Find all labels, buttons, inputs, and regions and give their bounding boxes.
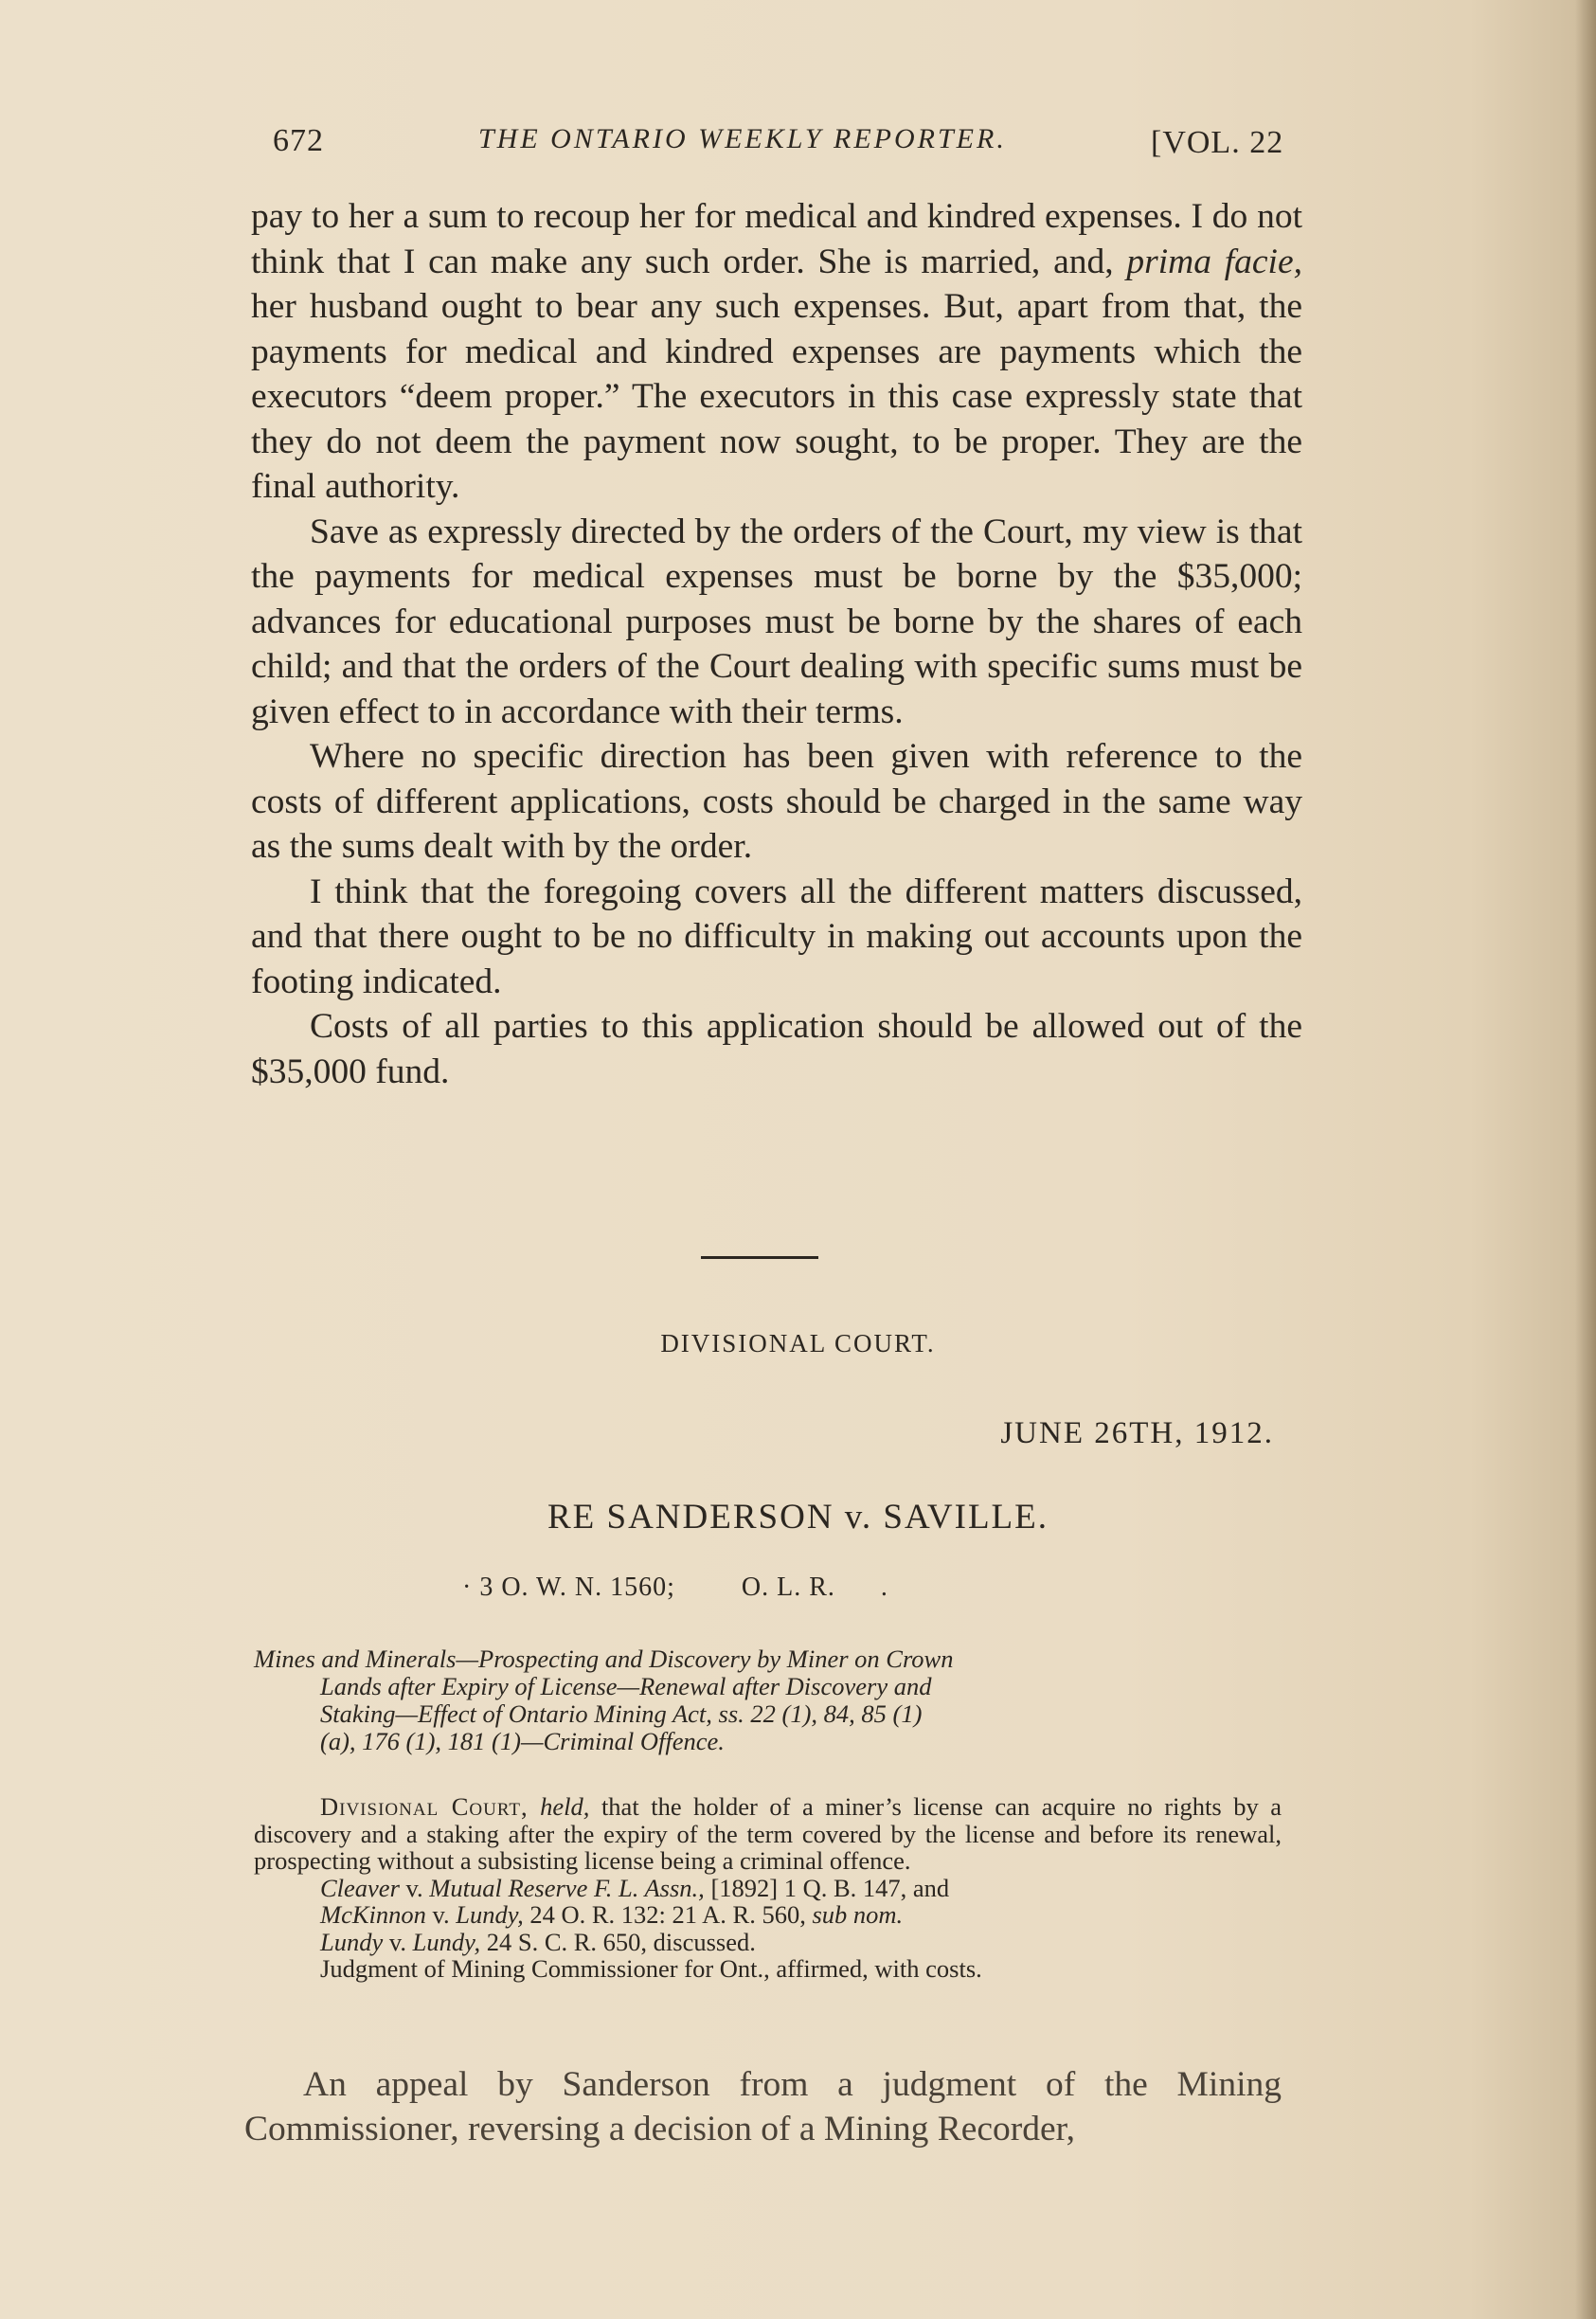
holding-court: Divisional Court, xyxy=(320,1792,529,1821)
cite1-party-a: Cleaver xyxy=(320,1873,400,1902)
cite2-party-b: Lundy, xyxy=(456,1900,524,1929)
case-citation xyxy=(462,1573,888,1603)
appeal-paragraph: An appeal by Sanderson from a judgment of the Mining Commissioner, reversing a decision of a Mining Recorder, xyxy=(244,2065,1282,2148)
cite1-report: [1892] 1 Q. B. 147, and xyxy=(704,1873,950,1902)
paragraph-1-italic: prima facie, xyxy=(1126,242,1302,281)
cite1-party-b: Mutual Reserve F. L. Assn., xyxy=(429,1873,705,1902)
paragraph-1 xyxy=(251,194,1302,510)
case-title: RE SANDERSON v. SAVILLE. xyxy=(547,1498,1049,1537)
cite2-sub-nom: sub nom. xyxy=(812,1900,904,1929)
page-spine-shadow xyxy=(1575,0,1596,2319)
cite3-party-b: Lundy, xyxy=(412,1927,481,1956)
paragraph-4: I think that the foregoing covers all the different matters discussed, and that there ought to be no difficulty in making out accounts upon the footing indicated. xyxy=(251,872,1302,1001)
cite3-report: 24 S. C. R. 650, discussed. xyxy=(480,1927,756,1956)
citation-olr: O. L. R. xyxy=(741,1573,835,1602)
court-heading: DIVISIONAL COURT. xyxy=(660,1329,936,1357)
cited-case-3 xyxy=(254,1929,1282,1956)
holding-paragraph xyxy=(254,1793,1282,1875)
cited-case-2 xyxy=(254,1901,1282,1929)
holding-held: held, xyxy=(540,1792,590,1821)
volume-label: [VOL. 22 xyxy=(1151,125,1284,160)
cite2-report: 24 O. R. 132: 21 A. R. 560, xyxy=(523,1900,813,1929)
holding-text: that the holder of a miner’s license can acquire no rights by a discovery and a staking after the expiry of the term covered by the license and before its renewal, prospecting without a subsisting license being a criminal offence. xyxy=(254,1792,1282,1875)
cite3-party-a: Lundy xyxy=(320,1927,384,1956)
citation-own: · 3 O. W. N. 1560; xyxy=(462,1573,675,1602)
cite1-v: v. xyxy=(399,1873,430,1902)
paragraph-1-text-b: her husband ought to bear any such expenses. But, apart from that, the payments for medical and kindred expenses are payments which the executors “deem proper.” The executors in this case expressly state that they do not deem the payment now sought, to be proper. They are the final authority. xyxy=(251,287,1302,506)
citation-end: . xyxy=(880,1573,888,1602)
paragraph-2: Save as expressly directed by the orders of the Court, my view is that the payments for medical expenses must be borne by the $35,000; advances for educational purposes must be borne by the shares of each child; and that the orders of the Court dealing with specific sums must be given effect to in accordance with their terms. xyxy=(251,512,1302,731)
headnote-holding xyxy=(254,1793,1282,1983)
appeal-text xyxy=(244,2062,1282,2151)
judgment-body xyxy=(251,194,1302,1094)
headnote-catchwords xyxy=(254,1645,1282,1755)
judgment-result: Judgment of Mining Commissioner for Ont., affirmed, with costs. xyxy=(320,1954,982,1983)
paragraph-1-text-a: pay to her a sum to recoup her for medical and kindred expenses. I do not think that I can make any such order. She is married, and, xyxy=(251,197,1302,281)
cite3-v: v. xyxy=(383,1927,413,1956)
headnote-line-1: Mines and Minerals—Prospecting and Discovery by Miner on Crown xyxy=(254,1645,954,1673)
cite2-party-a: McKinnon xyxy=(320,1900,426,1929)
cited-case-1 xyxy=(254,1875,1282,1902)
headnote-line-4: (a), 176 (1), 181 (1)—Criminal Offence. xyxy=(320,1727,725,1755)
running-head: THE ONTARIO WEEKLY REPORTER. xyxy=(478,123,1007,154)
page-number: 672 xyxy=(273,123,324,158)
headnote-line-3: Staking—Effect of Ontario Mining Act, ss. 22 (1), 84, 85 (1) xyxy=(320,1699,923,1728)
paragraph-3: Where no specific direction has been given with reference to the costs of different applications, costs should be charged in the same way as the sums dealt with by the order. xyxy=(251,737,1302,866)
section-divider xyxy=(701,1256,818,1259)
decision-date: JUNE 26TH, 1912. xyxy=(1000,1416,1274,1450)
cite2-v: v. xyxy=(425,1900,457,1929)
headnote-line-2: Lands after Expiry of License—Renewal after Discovery and xyxy=(320,1672,932,1700)
paragraph-5: Costs of all parties to this application should be allowed out of the $35,000 fund. xyxy=(251,1007,1302,1091)
